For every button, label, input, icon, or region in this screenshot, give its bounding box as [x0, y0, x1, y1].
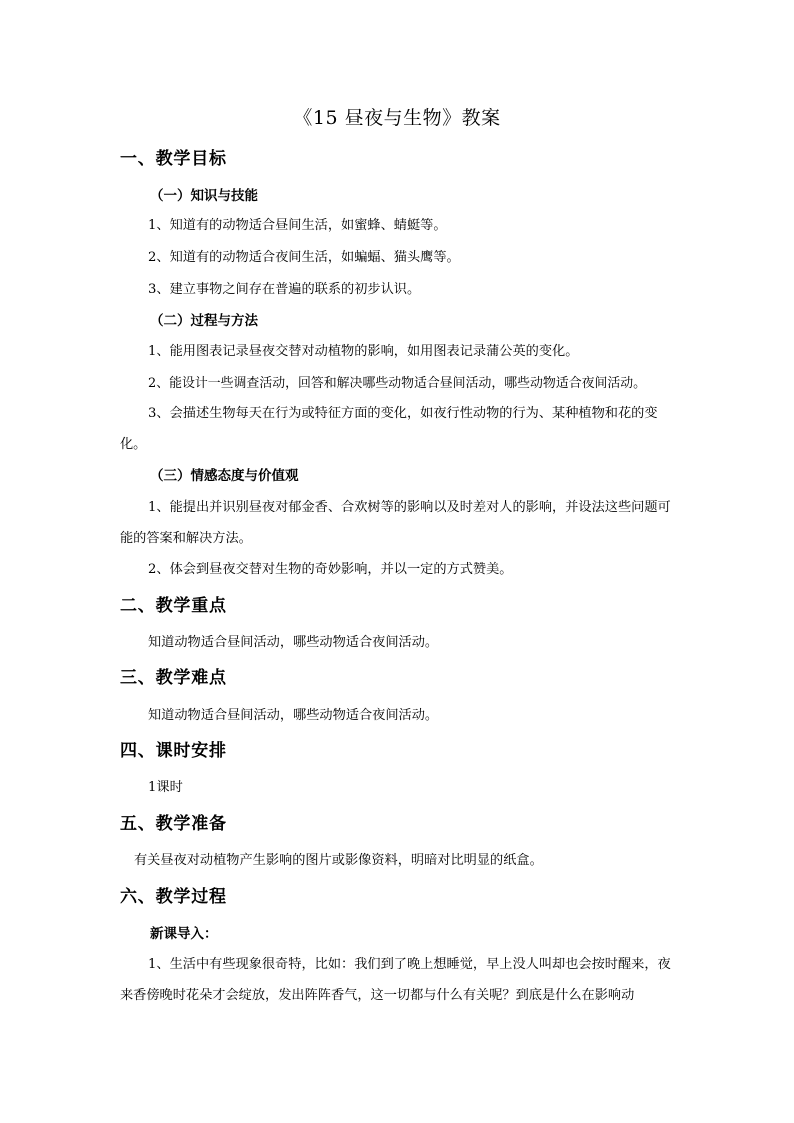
paragraph: 2、能设计一些调查活动，回答和解决哪些动物适合昼间活动，哪些动物适合夜间活动。	[148, 376, 647, 391]
section-heading-schedule: 四、课时安排	[120, 741, 227, 761]
paragraph: 知道动物适合昼间活动，哪些动物适合夜间活动。	[148, 635, 439, 650]
section-heading-key-points: 二、教学重点	[120, 596, 227, 616]
paragraph: 1、知道有的动物适合昼间生活，如蜜蜂、蜻蜓等。	[148, 218, 447, 233]
paragraph: 3、建立事物之间存在普遍的联系的初步认识。	[148, 282, 421, 297]
section-heading-teaching-objectives: 一、教学目标	[120, 149, 227, 169]
paragraph: 知道动物适合昼间活动，哪些动物适合夜间活动。	[148, 708, 439, 723]
paragraph: 2、知道有的动物适合夜间生活，如蝙蝠、猫头鹰等。	[148, 250, 460, 265]
paragraph: 2、体会到昼夜交替对生物的奇妙影响，并以一定的方式赞美。	[148, 562, 513, 577]
subsection-heading-knowledge-skills: （一）知识与技能	[150, 188, 258, 204]
paragraph: 1课时	[148, 780, 183, 795]
paragraph: 1、生活中有些现象很奇特，比如：我们到了晚上想睡觉，早上没人叫却也会按时醒来，夜来香傍晚时花朵才会绽放，发出阵阵香气，这一切都与什么有关呢？到底是什么在影响动	[120, 957, 671, 1003]
subsection-heading-process-method: （二）过程与方法	[150, 313, 258, 329]
paragraph: 3、会描述生物每天在行为或特征方面的变化，如夜行性动物的行为、某种植物和花的变化。	[120, 406, 658, 452]
section-heading-difficulties: 三、教学难点	[120, 668, 227, 688]
subsection-heading-attitude-values: （三）情感态度与价值观	[150, 468, 299, 484]
section-heading-process: 六、教学过程	[120, 887, 227, 907]
paragraph: 有关昼夜对动植物产生影响的图片或影像资料，明暗对比明显的纸盒。	[134, 853, 543, 868]
paragraph: 1、能提出并识别昼夜对郁金香、合欢树等的影响以及时差对人的影响，并设法这些问题可能的答案和解决方法。	[120, 500, 671, 546]
paragraph: 1、能用图表记录昼夜交替对动植物的影响，如用图表记录蒲公英的变化。	[148, 344, 579, 359]
subsection-heading-introduction: 新课导入：	[150, 926, 218, 942]
document-title: 《15 昼夜与生物》教案	[293, 107, 501, 129]
section-heading-preparation: 五、教学准备	[120, 814, 227, 834]
